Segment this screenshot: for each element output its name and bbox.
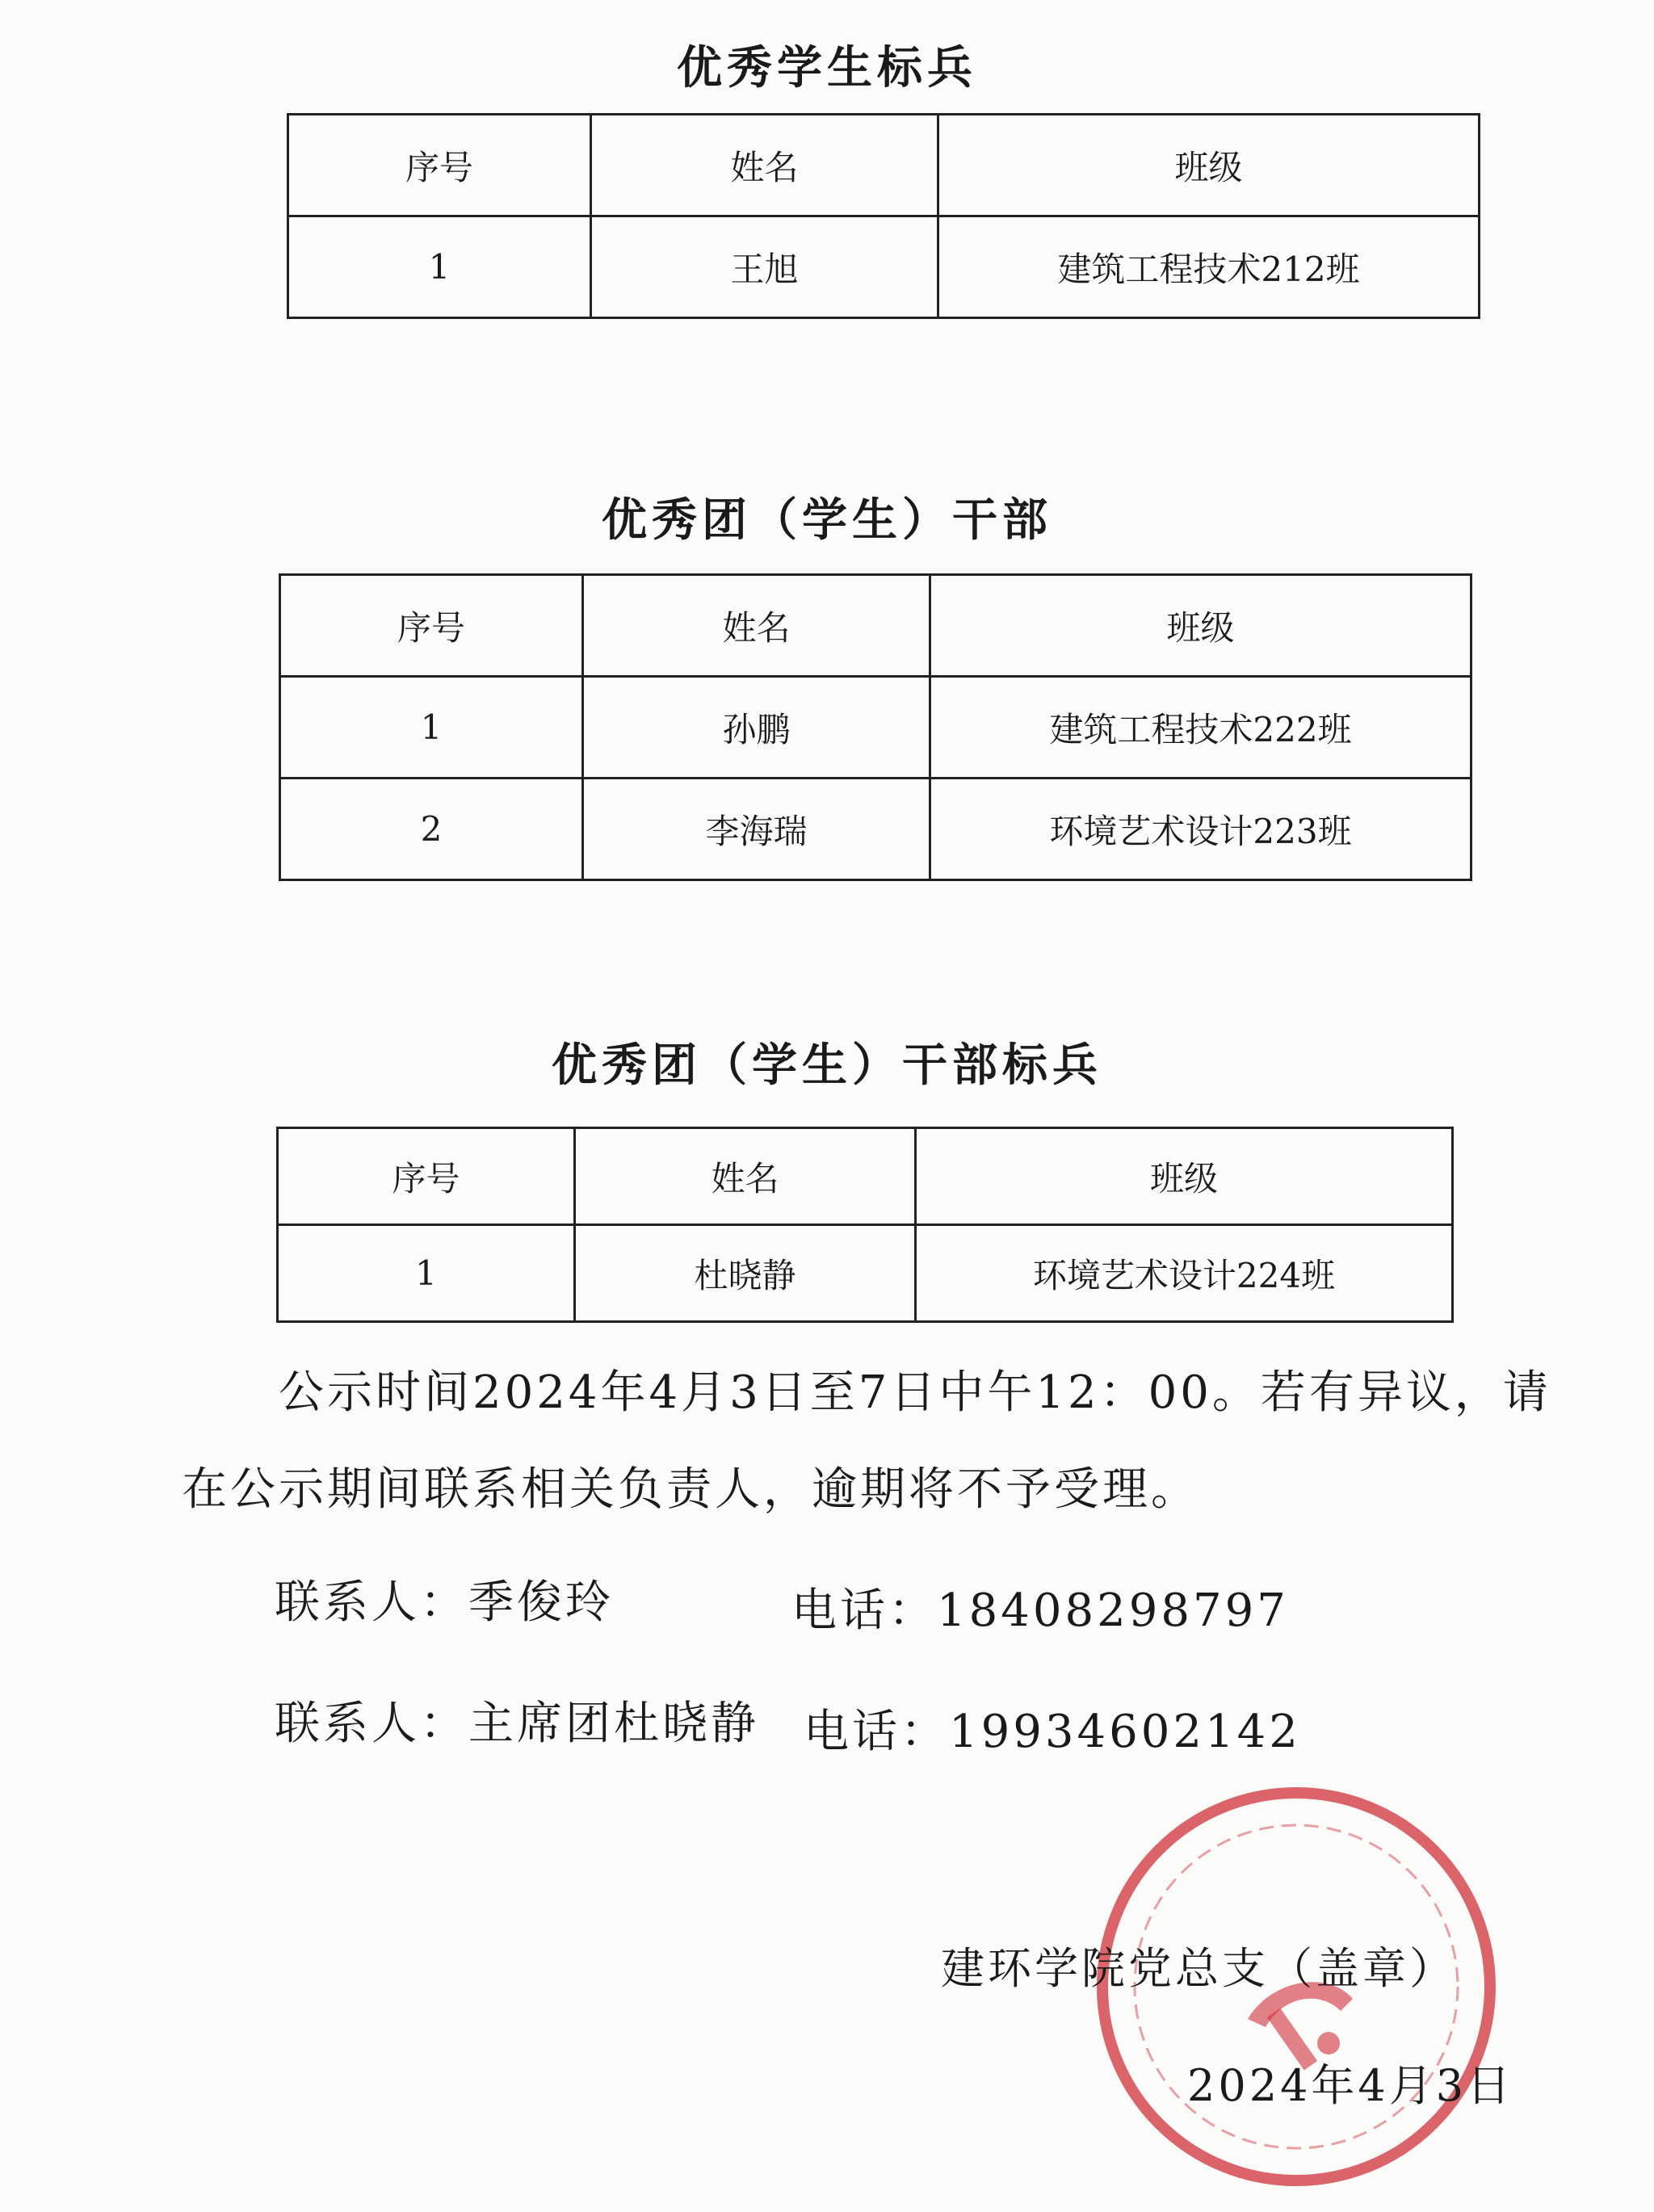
cell-name: 孙鹏	[583, 677, 930, 779]
cell-index: 1	[288, 216, 591, 318]
header-index: 序号	[278, 1128, 575, 1225]
notice-line-1: 公示时间2024年4月3日至7日中午12：00。若有异议，请	[279, 1366, 1551, 1419]
table-outstanding-cadre-model	[276, 1127, 1454, 1323]
header-index: 序号	[288, 115, 591, 216]
table-header-row	[288, 115, 1480, 216]
section-title-outstanding-student-model: 优秀学生标兵	[677, 41, 977, 94]
contact-2-phone: 电话：19934602142	[804, 1706, 1301, 1758]
contact-1-phone: 电话：18408298797	[791, 1584, 1289, 1637]
cell-name: 李海瑞	[583, 779, 930, 880]
cell-class: 环境艺术设计223班	[930, 779, 1471, 880]
cell-class: 环境艺术设计224班	[916, 1225, 1453, 1322]
section-title-outstanding-cadre: 优秀团（学生）干部	[602, 493, 1052, 547]
notice-line-2: 在公示期间联系相关负责人，逾期将不予受理。	[182, 1463, 1199, 1516]
header-name: 姓名	[591, 115, 938, 216]
contact-2-name: 联系人：主席团杜晓静	[275, 1698, 759, 1750]
cell-class: 建筑工程技术222班	[930, 677, 1471, 779]
cell-name: 王旭	[591, 216, 938, 318]
table-outstanding-student-model	[287, 113, 1480, 319]
table-header-row	[280, 575, 1471, 677]
contact-1-name: 联系人：季俊玲	[275, 1576, 614, 1629]
header-index: 序号	[280, 575, 583, 677]
cell-name: 杜晓静	[575, 1225, 916, 1322]
cell-index: 1	[278, 1225, 575, 1322]
header-class: 班级	[938, 115, 1480, 216]
table-row	[280, 677, 1471, 779]
table-row	[280, 779, 1471, 880]
table-row	[288, 216, 1480, 318]
header-name: 姓名	[583, 575, 930, 677]
signature-date: 2024年4月3日	[1187, 2060, 1514, 2111]
table-header-row	[278, 1128, 1453, 1225]
cell-index: 2	[280, 779, 583, 880]
header-class: 班级	[930, 575, 1471, 677]
header-name: 姓名	[575, 1128, 916, 1225]
table-row	[278, 1225, 1453, 1322]
section-title-outstanding-cadre-model: 优秀团（学生）干部标兵	[552, 1039, 1102, 1092]
cell-index: 1	[280, 677, 583, 779]
header-class: 班级	[916, 1128, 1453, 1225]
cell-class: 建筑工程技术212班	[938, 216, 1480, 318]
signature-org: 建环学院党总支（盖章）	[941, 1943, 1456, 1994]
table-outstanding-cadre	[279, 573, 1472, 881]
